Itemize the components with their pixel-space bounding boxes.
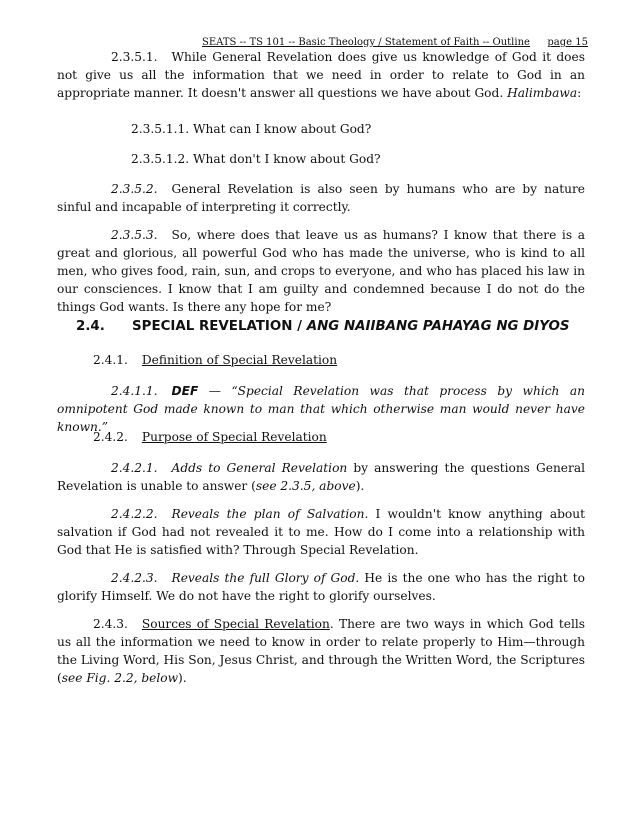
- paragraph-number: 2.4.2.1.: [111, 461, 158, 475]
- def-label: DEF: [171, 384, 199, 398]
- paragraph-text: by answering the questions General Revelation is unable to answer (: [57, 461, 586, 493]
- subsection-number: 2.4.1.: [93, 353, 128, 367]
- subsection-title: Definition of Special Revelation: [141, 353, 338, 367]
- paragraph-lead: Adds to General Revelation: [171, 461, 348, 475]
- paragraph-end: ).: [178, 671, 187, 685]
- paragraph-number: 2.3.5.2.: [111, 182, 158, 196]
- section-title: SPECIAL REVELATION /: [132, 319, 307, 334]
- subsection-number: 2.4.3.: [93, 617, 128, 631]
- paragraph-text: So, where does that leave us as humans? I know that there is a great and glorious, all powerful God who has made the universe, who is kind to all men, who gives food, rain, sun, and crops to everyone, and who has placed his law in our consciences. I know that I am guilty and condemned because I do not do the things God wants. Is there any hope for me?: [57, 228, 585, 314]
- subsection-number: 2.4.2.: [93, 430, 128, 444]
- paragraph-lead: Reveals the plan of Salvation.: [171, 507, 369, 521]
- question-2-3-5-1-1: 2.3.5.1.1. What can I know about God?: [131, 122, 372, 136]
- paragraph-2-4-3: [57, 615, 585, 687]
- paragraph-2-4-2-2: [57, 505, 585, 559]
- cross-reference: see 2.3.5, above: [255, 479, 356, 493]
- paragraph-2-3-5-1: [57, 48, 585, 102]
- paragraph-text: I wouldn't know anything about salvation if God had not revealed it to me. How do I come into a relationship with God that He is satisfied with? Through Special Revelation.: [57, 507, 585, 557]
- subsection-2-4-1: [93, 351, 337, 369]
- paragraph-number: 2.4.2.2.: [111, 507, 158, 521]
- subsection-2-4-2: [93, 428, 327, 446]
- paragraph-text: . There are two ways in which God tells us all the information we need to know in order to relate properly to Him—through the Living Word, His Son, Jesus Christ, and through the Written Word, the Scriptures (: [57, 617, 585, 685]
- cross-reference: see Fig. 2.2, below: [61, 671, 179, 685]
- paragraph-number: 2.4.1.1.: [111, 384, 158, 398]
- halimbawa-term: Halimbawa: [507, 86, 578, 100]
- paragraph-number: 2.3.5.1.: [111, 50, 158, 64]
- section-title-tagalog: ANG NAIIBANG PAHAYAG NG DIYOS: [306, 319, 570, 334]
- subsection-title: Purpose of Special Revelation: [141, 430, 327, 444]
- paragraph-text: General Revelation is also seen by humans who are by nature sinful and incapable of interpreting it correctly.: [57, 182, 585, 214]
- question-2-3-5-1-2: 2.3.5.1.2. What don't I know about God?: [131, 152, 381, 166]
- paragraph-end: ).: [355, 479, 365, 493]
- page-number: page 15: [547, 37, 588, 48]
- header-title: SEATS -- TS 101 -- Basic Theology / Statement of Faith -- Outline: [202, 37, 530, 48]
- paragraph-text: While General Revelation does give us knowledge of God it does not give us all the information that we need in order to relate to God in an appropriate manner. It doesn't answer all questions we have about God.: [57, 50, 585, 100]
- definition-text: — “Special Revelation was that process by which an omnipotent God made known to man that which otherwise man would never have known.”: [57, 384, 585, 434]
- paragraph-number: 2.4.2.3.: [111, 571, 158, 585]
- paragraph-2-3-5-2: [57, 180, 585, 216]
- subsection-title: Sources of Special Revelation: [141, 617, 330, 631]
- paragraph-2-4-2-3: [57, 569, 585, 605]
- colon: :: [577, 86, 582, 100]
- paragraph-lead: Reveals the full Glory of God.: [171, 571, 360, 585]
- section-number: 2.4.: [76, 319, 105, 334]
- paragraph-number: 2.3.5.3.: [111, 228, 158, 242]
- paragraph-2-4-2-1: [57, 459, 585, 495]
- paragraph-2-3-5-3: [57, 226, 585, 316]
- paragraph-text: He is the one who has the right to glorify Himself. We do not have the right to glorify ourselves.: [57, 571, 585, 603]
- section-heading-2-4: [76, 318, 570, 336]
